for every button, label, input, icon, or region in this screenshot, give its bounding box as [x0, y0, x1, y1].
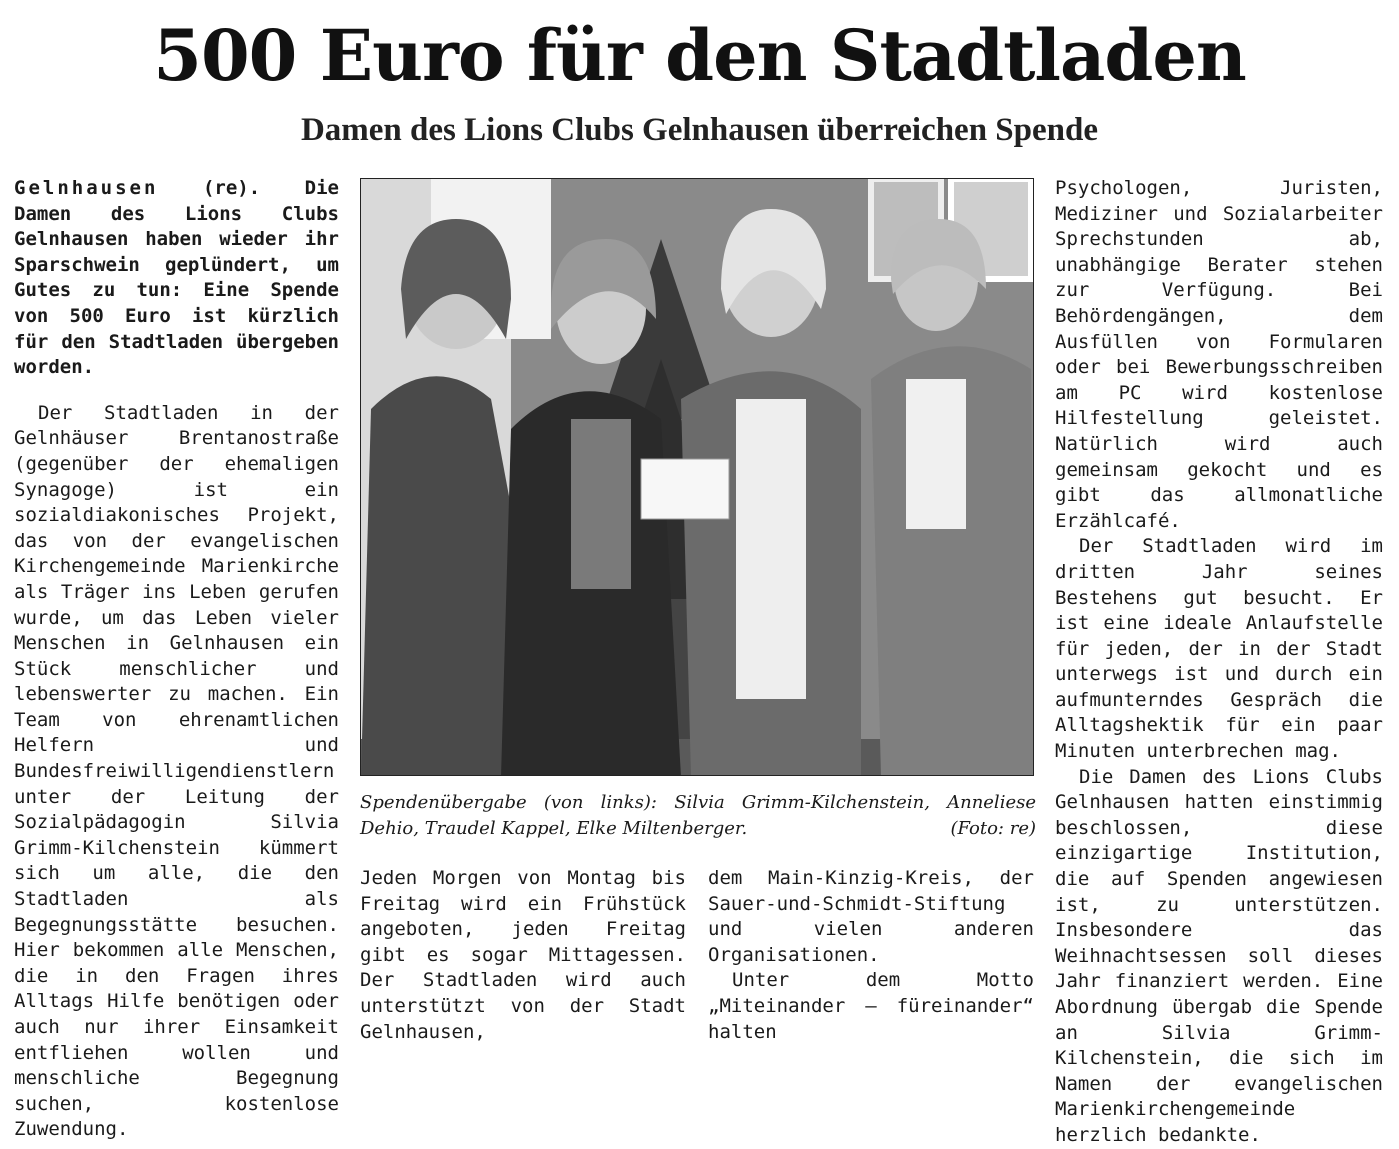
lead-paragraph: [14, 176, 339, 381]
body-paragraph: Der Stadtladen wird im dritten Jahr seines Bestehens gut besucht. Er ist eine ideale Anlaufstelle für jeden, der in der Stadt unterwegs ist und durch ein aufmunterndes Gespräch die Alltagshektik für ein paar Minuten unterbrechen mag.: [1055, 535, 1383, 763]
dateline: Gelnhausen: [14, 177, 159, 199]
group-photo-image: [361, 179, 1034, 776]
body-paragraph: Psychologen, Juristen, Mediziner und Sozialarbeiter Sprechstunden ab, unabhängige Berater stehen zur Verfügung. Bei Behördengängen, dem Ausfüllen von Formularen oder bei Bewerbungsschreiben am PC wird kostenlose Hilfestellung geleistet. Natürlich wird auch gemeinsam gekocht und es gibt das allmonatliche Erzählcafé.: [1055, 177, 1383, 532]
photo-caption: [360, 790, 1036, 842]
body-paragraph: Jeden Morgen von Montag bis Freitag wird ein Frühstück angeboten, jeden Freitag gibt es sogar Mittagessen. Der Stadtladen wird auch unterstützt von der Stadt Gelnhausen,: [360, 867, 686, 1043]
left-column: [14, 176, 339, 1143]
body-paragraph: Der Stadtladen in der Gelnhäuser Brentanostraße (gegenüber der ehemaligen Synagoge) ist ein sozialdiakonisches Projekt, das von der evangelischen Kirchengemeinde Marienkirche als Träger ins Leben gerufen wurde, um das Leben vieler Menschen in Gelnhausen ein Stück menschlicher und lebenswerter zu machen. Ein Team von ehrenamtlichen Helfern und Bundesfreiwilligendienstlern unter der Leitung der Sozialpädagogin Silvia Grimm-Kilchenstein kümmert sich um alle, die den Stadtladen als Begegnungsstätte besuchen. Hier bekommen alle Menschen, die in den Fragen ihres Alltags Hilfe benötigen oder auch nur ihrer Einsamkeit entfliehen wollen und menschliche Begegnung suchen, kostenlose Zuwendung.: [14, 401, 339, 1141]
middle-column-1: [360, 866, 686, 1045]
article-photo: [360, 178, 1034, 776]
body-paragraph: dem Main-Kinzig-Kreis, der Sauer-und-Schmidt-Stiftung und vielen anderen Organisationen.: [708, 867, 1034, 966]
caption-text: Spendenübergabe (von links): Silvia Grimm-Kilchenstein, Anneliese Dehio, Traudel Kappel, Elke Miltenberger.: [360, 792, 1036, 839]
lead-text: (re). Die Damen des Lions Clubs Gelnhausen haben wieder ihr Sparschwein geplündert, um Gutes zu tun: Eine Spende von 500 Euro ist kürzlich für den Stadtladen übergeben worden.: [14, 177, 339, 379]
headline: 500 Euro für den Stadtladen: [153, 14, 1246, 97]
body-paragraph: Die Damen des Lions Clubs Gelnhausen hatten einstimmig beschlossen, diese einzigartige Institution, die auf Spenden angewiesen ist, zu unterstützen. Insbesondere das Weihnachtsessen soll dieses Jahr finanziert werden. Eine Abordnung übergab die Spende an Silvia Grimm-Kilchenstein, die sich im Namen der evangelischen Marienkirchengemeinde herzlich bedankte.: [1055, 765, 1383, 1146]
body-paragraph: Unter dem Motto „Miteinander – füreinander“ halten: [708, 969, 1034, 1043]
photo-credit: (Foto: re): [950, 818, 1036, 839]
middle-column-2: [708, 866, 1034, 1045]
subheadline: Damen des Lions Clubs Gelnhausen überreichen Spende: [300, 112, 1099, 148]
right-column: [1055, 176, 1383, 1149]
